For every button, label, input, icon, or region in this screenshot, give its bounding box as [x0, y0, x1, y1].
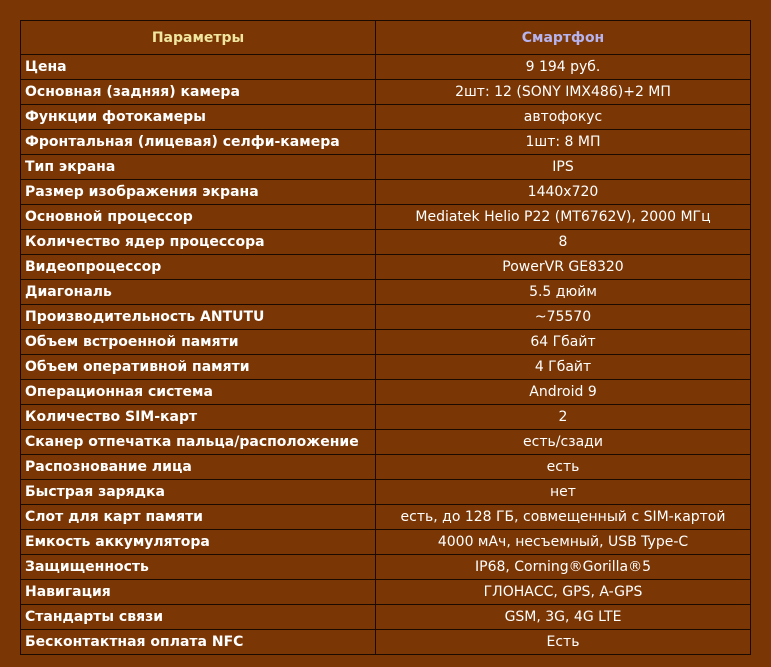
param-value: нет	[376, 480, 751, 505]
param-name: Объем встроенной памяти	[21, 330, 376, 355]
param-name: Сканер отпечатка пальца/расположение	[21, 430, 376, 455]
param-name: Производительность ANTUTU	[21, 305, 376, 330]
param-name: Стандарты связи	[21, 605, 376, 630]
table-row	[21, 255, 751, 280]
table-row	[21, 380, 751, 405]
spec-table-body	[21, 55, 751, 655]
table-row	[21, 105, 751, 130]
table-row	[21, 355, 751, 380]
spec-table-container	[20, 20, 750, 655]
param-name: Основной процессор	[21, 205, 376, 230]
param-name: Тип экрана	[21, 155, 376, 180]
param-name: Функции фотокамеры	[21, 105, 376, 130]
param-name: Быстрая зарядка	[21, 480, 376, 505]
table-row	[21, 155, 751, 180]
table-row	[21, 630, 751, 655]
param-name: Видеопроцессор	[21, 255, 376, 280]
table-row	[21, 605, 751, 630]
table-row	[21, 580, 751, 605]
param-name: Операционная система	[21, 380, 376, 405]
param-value: есть/сзади	[376, 430, 751, 455]
param-value: 9 194 руб.	[376, 55, 751, 80]
param-value: 64 Гбайт	[376, 330, 751, 355]
table-row	[21, 480, 751, 505]
table-row	[21, 230, 751, 255]
table-row	[21, 455, 751, 480]
param-value: есть	[376, 455, 751, 480]
table-row	[21, 305, 751, 330]
table-row	[21, 205, 751, 230]
header-row	[21, 21, 751, 55]
table-row	[21, 130, 751, 155]
param-name: Бесконтактная оплата NFC	[21, 630, 376, 655]
param-name: Объем оперативной памяти	[21, 355, 376, 380]
table-row	[21, 280, 751, 305]
table-row	[21, 430, 751, 455]
table-row	[21, 530, 751, 555]
param-name: Цена	[21, 55, 376, 80]
spec-table-header	[21, 21, 751, 55]
table-row	[21, 55, 751, 80]
param-value: Mediatek Helio P22 (MT6762V), 2000 МГц	[376, 205, 751, 230]
param-value: 1440x720	[376, 180, 751, 205]
param-value: ~75570	[376, 305, 751, 330]
param-name: Слот для карт памяти	[21, 505, 376, 530]
param-name: Емкость аккумулятора	[21, 530, 376, 555]
param-name: Распознование лица	[21, 455, 376, 480]
param-value: GSM, 3G, 4G LTE	[376, 605, 751, 630]
param-name: Навигация	[21, 580, 376, 605]
param-value: 1шт: 8 МП	[376, 130, 751, 155]
param-name: Основная (задняя) камера	[21, 80, 376, 105]
param-name: Количество SIM-карт	[21, 405, 376, 430]
param-value: PowerVR GE8320	[376, 255, 751, 280]
table-row	[21, 505, 751, 530]
param-value: 4 Гбайт	[376, 355, 751, 380]
param-value: Есть	[376, 630, 751, 655]
header-parameters: Параметры	[21, 21, 376, 55]
param-value: 2	[376, 405, 751, 430]
param-value: ГЛОНАСС, GPS, A-GPS	[376, 580, 751, 605]
table-row	[21, 405, 751, 430]
param-name: Фронтальная (лицевая) селфи-камера	[21, 130, 376, 155]
param-value: автофокус	[376, 105, 751, 130]
table-row	[21, 180, 751, 205]
param-value: 2шт: 12 (SONY IMX486)+2 МП	[376, 80, 751, 105]
table-row	[21, 330, 751, 355]
param-value: Android 9	[376, 380, 751, 405]
table-row	[21, 80, 751, 105]
param-value: 8	[376, 230, 751, 255]
param-name: Размер изображения экрана	[21, 180, 376, 205]
param-name: Диагональ	[21, 280, 376, 305]
header-smartphone: Смартфон	[376, 21, 751, 55]
table-row	[21, 555, 751, 580]
param-name: Защищенность	[21, 555, 376, 580]
spec-table	[20, 20, 751, 655]
param-value: 5.5 дюйм	[376, 280, 751, 305]
param-value: IP68, Corning®Gorilla®5	[376, 555, 751, 580]
param-name: Количество ядер процессора	[21, 230, 376, 255]
param-value: есть, до 128 ГБ, совмещенный с SIM-картой	[376, 505, 751, 530]
param-value: IPS	[376, 155, 751, 180]
param-value: 4000 мАч, несъемный, USB Type-C	[376, 530, 751, 555]
